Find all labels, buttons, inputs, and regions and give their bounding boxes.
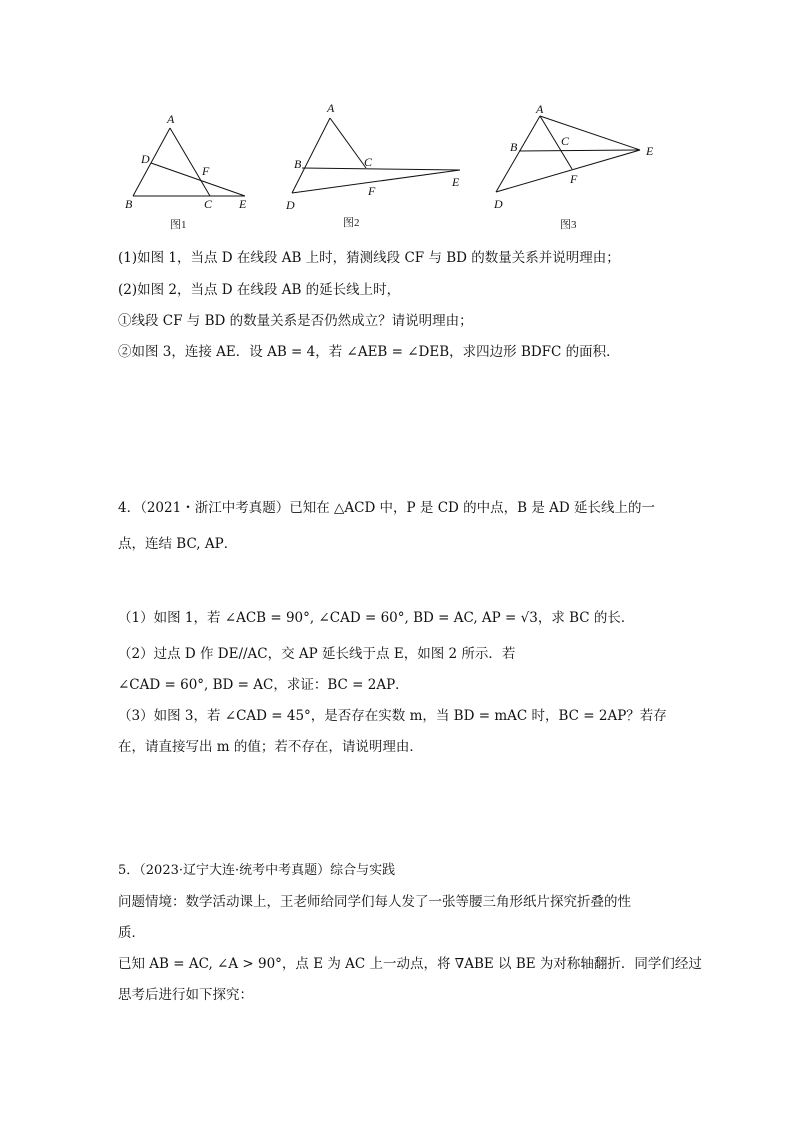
p5-given-line-2: 思考后进行如下探究： bbox=[118, 987, 253, 1003]
figure-2-diagram bbox=[282, 100, 472, 215]
p4-question-3-line-2: 在，请直接写出 m 的值；若不存在，请说明理由． bbox=[118, 739, 423, 755]
figure-2-caption: 图2 bbox=[343, 217, 360, 229]
fig1-label-a: A bbox=[167, 112, 175, 126]
p3-question-2: (2)如图 2，当点 D 在线段 AB 的延长线上时， bbox=[118, 282, 401, 298]
p5-given-line-1: 已知 AB = AC, ∠A > 90°，点 E 为 AC 上一动点，将 ∇ABE 以 BE 为对称轴翻折．同学们经过 bbox=[118, 956, 702, 972]
p4-stem-line-2: 点，连结 BC, AP． bbox=[118, 536, 238, 552]
p3-question-1: (1)如图 1，当点 D 在线段 AB 上时，猜测线段 CF 与 BD 的数量关系并说明理由； bbox=[118, 250, 620, 266]
p4-question-2-line-2: ∠CAD = 60°, BD = AC，求证：BC = 2AP． bbox=[118, 677, 409, 693]
fig3-label-e: E bbox=[646, 144, 654, 158]
fig2-label-b: B bbox=[294, 157, 302, 171]
p5-context-line-1: 问题情境：数学活动课上，王老师给同学们每人发了一张等腰三角形纸片探究折叠的性 bbox=[118, 894, 631, 910]
fig1-label-c: C bbox=[204, 197, 213, 211]
p4-question-2-line-1: （2）过点 D 作 DE//AC，交 AP 延长线于点 E，如图 2 所示．若 bbox=[118, 646, 516, 662]
fig1-label-f: F bbox=[202, 164, 210, 178]
fig2-label-a: A bbox=[327, 101, 335, 115]
fig3-label-b: B bbox=[510, 140, 518, 154]
p3-question-2b: ②如图 3，连接 AE．设 AB = 4，若 ∠AEB = ∠DEB，求四边形 BDFC 的面积． bbox=[118, 344, 620, 360]
fig2-label-f: F bbox=[368, 184, 376, 198]
fig2-label-c: C bbox=[364, 155, 373, 169]
figure-2 bbox=[282, 100, 472, 215]
fig3-label-f: F bbox=[570, 172, 578, 186]
fig2-label-d: D bbox=[286, 198, 295, 212]
fig3-label-d: D bbox=[494, 197, 503, 211]
fig3-label-a: A bbox=[536, 102, 544, 116]
p4-question-1: （1）如图 1，若 ∠ACB = 90°, ∠CAD = 60°, BD = AC, AP = √3，求 BC 的长． bbox=[118, 610, 635, 626]
figure-3-diagram bbox=[488, 100, 663, 215]
p4-question-3-line-1: （3）如图 3，若 ∠CAD = 45°，是否存在实数 m，当 BD = mAC 时，BC = 2AP？若存 bbox=[118, 708, 667, 724]
figure-3 bbox=[488, 100, 663, 215]
p5-context-line-2: 质． bbox=[118, 925, 145, 941]
figure-3-caption: 图3 bbox=[560, 219, 577, 231]
fig2-label-e: E bbox=[452, 175, 460, 189]
fig1-label-e: E bbox=[239, 197, 247, 211]
p5-stem: 5．（2023·辽宁大连·统考中考真题）综合与实践 bbox=[118, 863, 396, 878]
fig1-label-d: D bbox=[141, 152, 150, 166]
figure-1-diagram bbox=[118, 108, 258, 218]
fig3-label-c: C bbox=[561, 134, 570, 148]
figure-1-caption: 图1 bbox=[170, 219, 187, 231]
fig1-label-b: B bbox=[125, 197, 133, 211]
figure-1 bbox=[118, 108, 258, 218]
p3-question-2a: ①线段 CF 与 BD 的数量关系是否仍然成立？请说明理由； bbox=[118, 313, 473, 329]
p4-stem-line-1: 4．（2021・浙江中考真题）已知在 △ACD 中，P 是 CD 的中点，B 是 AD 延长线上的一 bbox=[118, 500, 656, 516]
